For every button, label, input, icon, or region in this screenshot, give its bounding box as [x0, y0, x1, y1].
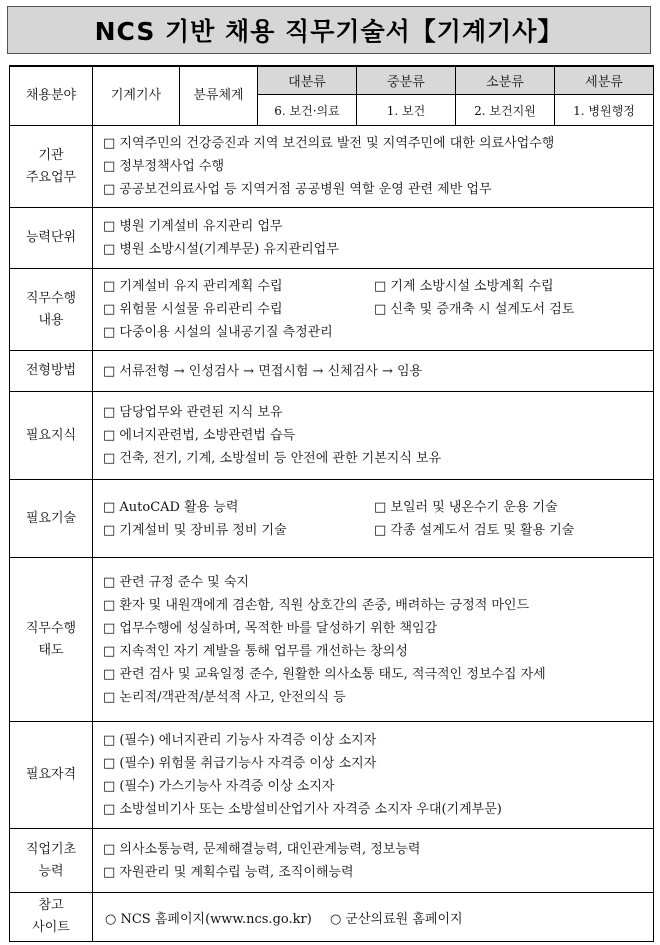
list-item: □ 공공보건의료사업 등 지역거점 공공병원 역할 운영 관련 제반 업무: [103, 182, 492, 197]
value-major: 6. 보건·의료: [258, 95, 357, 126]
ability-row: [10, 208, 654, 269]
ability-content: [93, 208, 654, 269]
reference-label: 참고 사이트: [10, 893, 93, 942]
list-item: □ 각종 설계도서 검토 및 활용 기술: [374, 522, 575, 538]
duties-row: [10, 126, 654, 208]
list-item: □ (필수) 가스기능사 자격증 이상 소지자: [103, 779, 335, 794]
process-row: [10, 351, 654, 392]
basic-ability-row: [10, 829, 654, 893]
certs-row: [10, 722, 654, 829]
header-detail: 세분류: [555, 66, 654, 95]
list-item: □ 기계 소방시설 소방계획 수립: [374, 279, 554, 294]
list-item: □ 정부정책사업 수행: [103, 159, 225, 174]
process-label: 전형방법: [10, 351, 93, 392]
header-major: 대분류: [258, 66, 357, 95]
list-item: □ 의사소통능력, 문제해결능력, 대인관계능력, 정보능력: [103, 841, 421, 857]
list-item: □ 병원 소방시설(기계부문) 유지관리업무: [103, 242, 339, 257]
value-minor: 2. 보건지원: [456, 95, 555, 126]
list-item: □ 병원 기계설비 유지관리 업무: [103, 219, 283, 234]
field-value: 기계기사: [93, 66, 180, 126]
ability-label: 능력단위: [10, 208, 93, 269]
list-item: □ 자원관리 및 계획수립 능력, 조직이해능력: [103, 864, 354, 880]
header-middle: 중분류: [357, 66, 456, 95]
list-item: □ AutoCAD 활용 능력: [103, 499, 239, 515]
value-detail: 1. 병원행정: [555, 95, 654, 126]
knowledge-content: [93, 392, 654, 480]
knowledge-label: 필요지식: [10, 392, 93, 480]
system-label: 분류체계: [180, 66, 258, 126]
process-text: □ 서류전형 → 인성검사 → 면접시험 → 신체검사 → 임용: [103, 363, 423, 379]
list-item: □ 논리적/객관적/분석적 사고, 안전의식 등: [103, 689, 346, 705]
list-item: □ 소방설비기사 또는 소방설비산업기사 자격증 소지자 우대(기계부문): [103, 802, 502, 817]
basic-ability-content: [93, 829, 654, 893]
job-content-row: [10, 269, 654, 351]
knowledge-row: [10, 392, 654, 480]
reference-row: [10, 893, 654, 942]
skills-row: [10, 480, 654, 558]
list-item: □ 담당업무와 관련된 지식 보유: [103, 405, 283, 420]
job-content: [93, 269, 654, 351]
duties-content: [93, 126, 654, 208]
document-title-banner: [7, 6, 651, 54]
certs-label: 필요자격: [10, 722, 93, 829]
attitude-content: [93, 558, 654, 722]
list-item: □ (필수) 위험물 취급기능사 자격증 이상 소지자: [103, 756, 377, 771]
document-title: NCS 기반 채용 직무기술서【기계기사】: [94, 17, 564, 46]
list-item: □ 보일러 및 냉온수기 운용 기술: [374, 499, 558, 515]
job-description-table: [9, 65, 654, 942]
list-item: □ 관련 검사 및 교육일정 준수, 원활한 의사소통 태도, 적극적인 정보수집 자세: [103, 666, 546, 682]
list-item: □ 관련 규정 준수 및 숙지: [103, 574, 249, 590]
header-minor: 소분류: [456, 66, 555, 95]
field-label: 채용분야: [10, 66, 93, 126]
attitude-row: [10, 558, 654, 722]
skills-label: 필요기술: [10, 480, 93, 558]
list-item: □ (필수) 에너지관리 기능사 자격증 이상 소지자: [103, 733, 377, 748]
list-item: □ 건축, 전기, 기계, 소방설비 등 안전에 관한 기본지식 보유: [103, 451, 442, 466]
reference-content: [93, 893, 654, 942]
list-item: □ 에너지관련법, 소방관련법 습득: [103, 428, 296, 443]
list-item: □ 지속적인 자기 계발을 통해 업무를 개선하는 창의성: [103, 643, 408, 659]
list-item: □ 환자 및 내원객에게 겸손함, 직원 상호간의 존중, 배려하는 긍정적 마인드: [103, 597, 530, 613]
list-item: □ 기계설비 유지 관리계획 수립: [103, 279, 283, 294]
value-middle: 1. 보건: [357, 95, 456, 126]
list-item: □ 위험물 시설물 유리관리 수립: [103, 302, 283, 317]
list-item: □ 기계설비 및 장비류 정비 기술: [103, 522, 287, 538]
attitude-label: 직무수행 태도: [10, 558, 93, 722]
list-item: □ 업무수행에 성실하며, 목적한 바를 달성하기 위한 책임감: [103, 620, 438, 636]
skills-content: [93, 480, 654, 558]
list-item: □ 다중이용 시설의 실내공기질 측정관리: [103, 325, 333, 340]
job-content-label: 직무수행 내용: [10, 269, 93, 351]
ncs-site-link[interactable]: ○ NCS 홈페이지(www.ncs.go.kr): [105, 911, 312, 927]
certs-content: [93, 722, 654, 829]
duties-label: 기관 주요업무: [10, 126, 93, 208]
hospital-site-link[interactable]: ○ 군산의료원 홈페이지: [329, 911, 463, 927]
list-item: □ 신축 및 증개축 시 설계도서 검토: [374, 302, 575, 317]
basic-ability-label: 직업기초 능력: [10, 829, 93, 893]
process-content: [93, 351, 654, 392]
classification-header-row: [10, 66, 654, 95]
list-item: □ 지역주민의 건강증진과 지역 보건의료 발전 및 지역주민에 대한 의료사업수행: [103, 136, 555, 151]
